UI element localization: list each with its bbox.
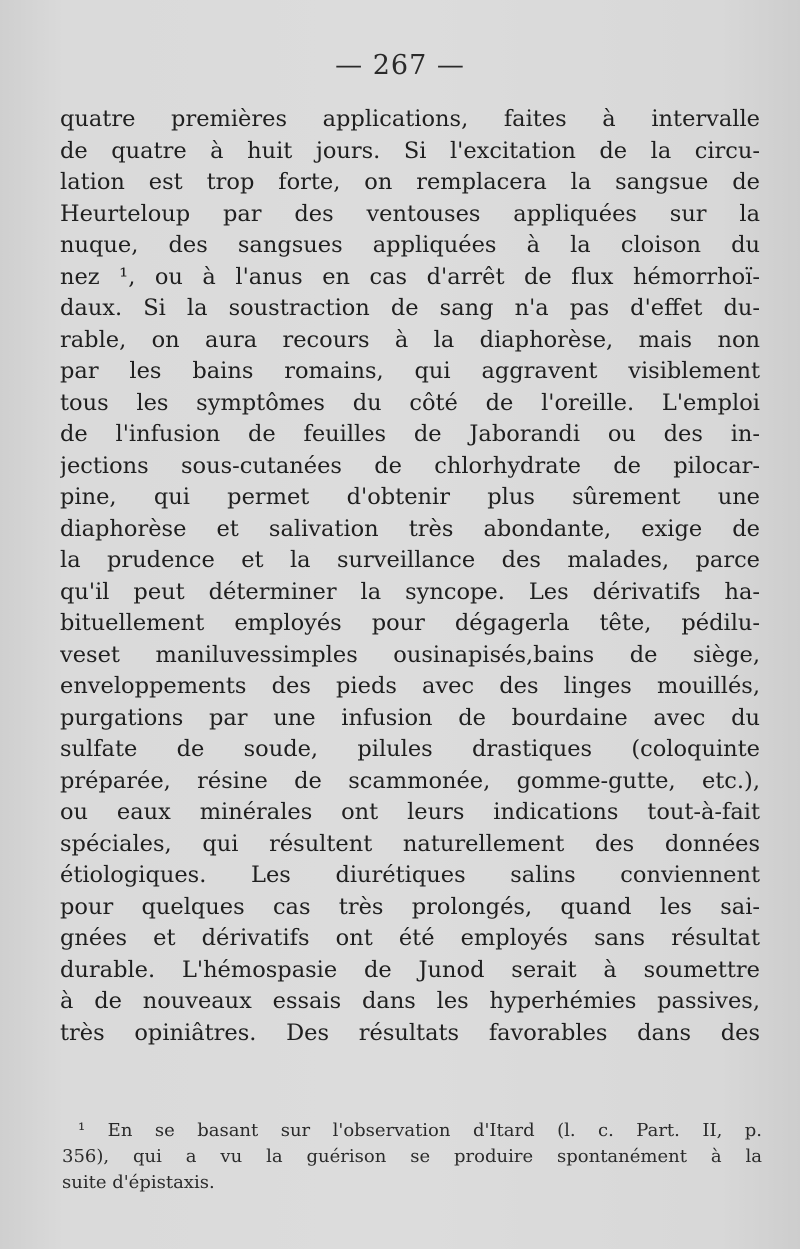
text-line: pour quelques cas très prolongés, quand les sai- xyxy=(60,893,760,920)
text-line: de quatre à huit jours. Si l'excitation de la circu- xyxy=(60,137,760,164)
page-number: — 267 — xyxy=(335,50,465,81)
text-line: jections sous-cutanées de chlorhydrate de pilocar- xyxy=(60,452,760,479)
text-line: la prudence et la surveillance des malades, parce xyxy=(60,547,760,573)
text-line: enveloppements des pieds avec des linges mouillés, xyxy=(60,673,760,699)
text-line: quatre premières applications, faites à intervalle xyxy=(60,106,760,132)
text-line: tous les symptômes du côté de l'oreille. L'emploi xyxy=(60,389,760,416)
text-line: veset maniluvessimples ousinapisés,bains de siège, xyxy=(60,641,760,668)
text-line: durable. L'hémospasie de Junod serait à soumettre xyxy=(60,956,760,983)
footnotes xyxy=(62,1118,762,1196)
footnote-line: suite d'épistaxis. xyxy=(62,1172,215,1193)
text-line: gnées et dérivatifs ont été employés sans résultat xyxy=(60,925,760,951)
text-line: Heurteloup par des ventouses appliquées sur la xyxy=(60,200,760,227)
text-line: sulfate de soude, pilules drastiques (coloquinte xyxy=(60,736,760,762)
text-line: étiologiques. Les diurétiques salins conviennent xyxy=(60,862,760,888)
text-line: nuque, des sangsues appliquées à la cloison du xyxy=(60,232,760,258)
body-text xyxy=(60,104,760,1049)
footnote-line: 356), qui a vu la guérison se produire spontanément à la xyxy=(62,1146,762,1167)
text-line: très opiniâtres. Des résultats favorables dans des xyxy=(60,1019,760,1046)
text-line: daux. Si la soustraction de sang n'a pas d'effet du- xyxy=(60,295,760,321)
text-line: rable, on aura recours à la diaphorèse, mais non xyxy=(60,326,760,353)
text-line: lation est trop forte, on remplacera la sangsue de xyxy=(60,169,760,195)
text-line: préparée, résine de scammonée, gomme-gutte, etc.), xyxy=(60,767,760,794)
text-line: pine, qui permet d'obtenir plus sûrement une xyxy=(60,484,760,510)
footnote-line: ¹ En se basant sur l'observation d'Itard (l. c. Part. II, p. xyxy=(78,1120,762,1141)
text-line: purgations par une infusion de bourdaine avec du xyxy=(60,704,760,731)
text-line: qu'il peut déterminer la syncope. Les dérivatifs ha- xyxy=(60,578,760,605)
text-line: ou eaux minérales ont leurs indications tout-à-fait xyxy=(60,799,760,825)
text-line: bituellement employés pour dégagerla tête, pédilu- xyxy=(60,610,760,636)
text-line: nez ¹, ou à l'anus en cas d'arrêt de flux hémorrhoï- xyxy=(60,263,760,290)
text-line: spéciales, qui résultent naturellement des données xyxy=(60,830,760,857)
text-line: de l'infusion de feuilles de Jaborandi ou des in- xyxy=(60,421,760,447)
text-line: par les bains romains, qui aggravent visiblement xyxy=(60,358,760,384)
text-line: diaphorèse et salivation très abondante, exige de xyxy=(60,515,760,542)
text-line: à de nouveaux essais dans les hyperhémies passives, xyxy=(60,988,760,1014)
